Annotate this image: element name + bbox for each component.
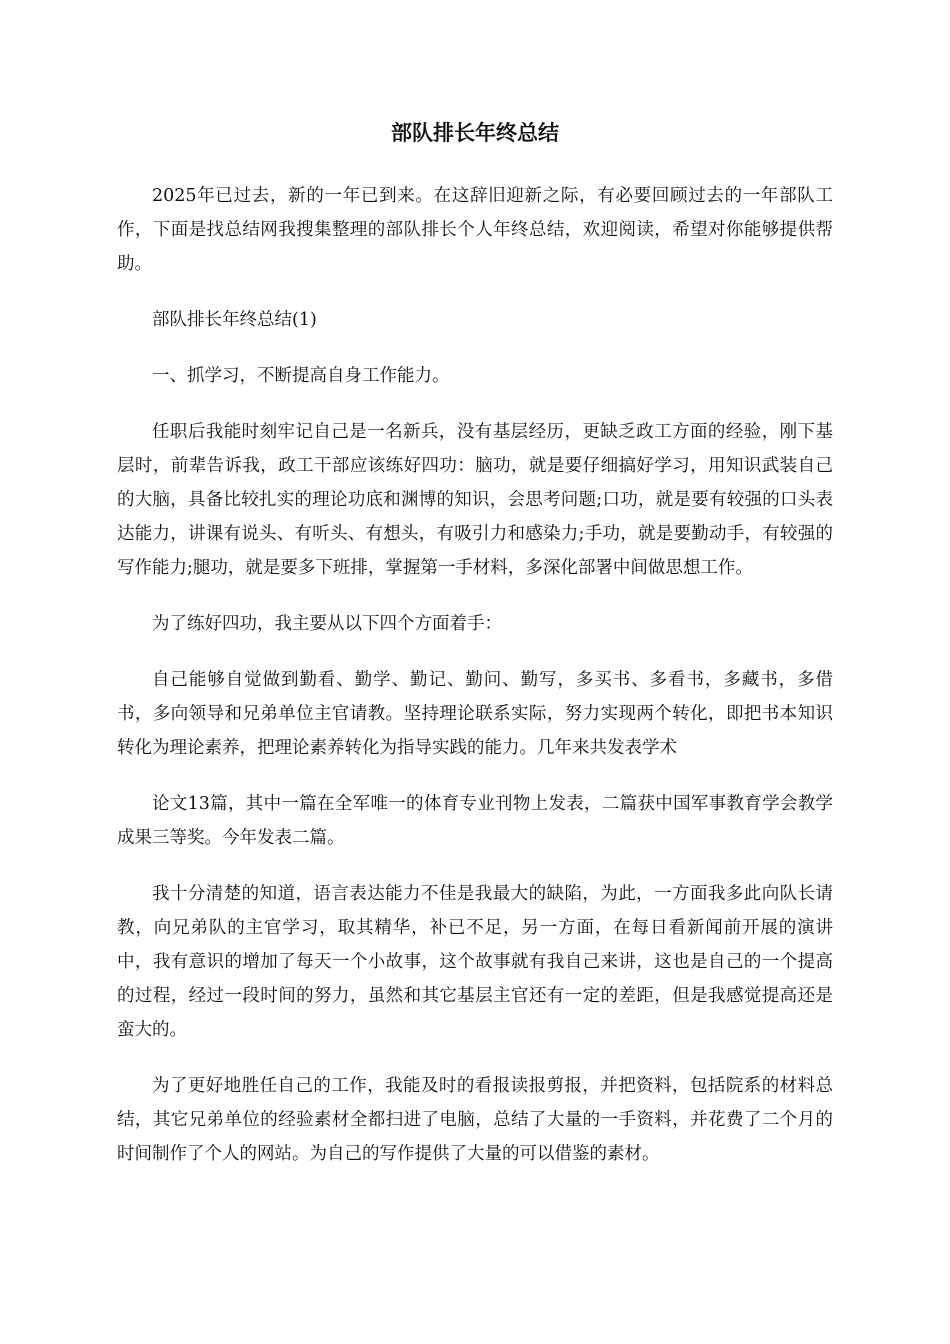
document-body (117, 179, 833, 1193)
body-paragraph: 我十分清楚的知道，语言表达能力不佳是我最大的缺陷，为此，一方面我多此向队长请教，向兄弟队的主官学习，取其精华，补已不足，另一方面，在每日看新闻前开展的演讲中，我有意识的增加了每天一个小故事，这个故事就有我自己来讲，这也是自己的一个提高的过程，经过一段时间的努力，虽然和其它基层主官还有一定的差距，但是我感觉提高还是蛮大的。 (117, 884, 833, 1040)
body-paragraph: 为了练好四功，我主要从以下四个方面着手： (152, 614, 502, 634)
body-paragraph: 自己能够自觉做到勤看、勤学、勤记、勤问、勤写，多买书、多看书，多藏书，多借书，多向领导和兄弟单位主官请教。坚持理论联系实际，努力实现两个转化，即把书本知识转化为理论素养，把理论素养转化为指导实践的能力。几年来共发表学术 (117, 670, 833, 758)
document-title: 部队排长年终总结 (391, 121, 559, 145)
section-heading: 部队排长年终总结(1) (152, 310, 317, 330)
body-paragraph: 任职后我能时刻牢记自己是一名新兵，没有基层经历，更缺乏政工方面的经验，刚下基层时，前辈告诉我，政工干部应该练好四功：脑功，就是要仔细搞好学习，用知识武装自己的大脑，具备比较扎实的理论功底和渊博的知识，会思考问题;口功，就是要有较强的口头表达能力，讲课有说头、有听头、有想头，有吸引力和感染力;手功，就是要勤动手，有较强的写作能力;腿功，就是要多下班排，掌握第一手材料，多深化部署中间做思想工作。 (117, 422, 833, 578)
body-paragraph: 论文13篇，其中一篇在全军唯一的体育专业刊物上发表，二篇获中国军事教育学会教学成果三等奖。今年发表二篇。 (117, 794, 833, 848)
subsection-heading: 一、抓学习，不断提高自身工作能力。 (152, 366, 450, 386)
intro-paragraph: 2025年已过去，新的一年已到来。在这辞旧迎新之际，有必要回顾过去的一年部队工作，下面是找总结网我搜集整理的部队排长个人年终总结，欢迎阅读，希望对你能够提供帮助。 (117, 186, 833, 274)
body-paragraph: 为了更好地胜任自己的工作，我能及时的看报读报剪报，并把资料，包括院系的材料总结，其它兄弟单位的经验素材全都扫进了电脑，总结了大量的一手资料，并花费了二个月的时间制作了个人的网站。为自己的写作提供了大量的可以借鉴的素材。 (117, 1076, 833, 1164)
